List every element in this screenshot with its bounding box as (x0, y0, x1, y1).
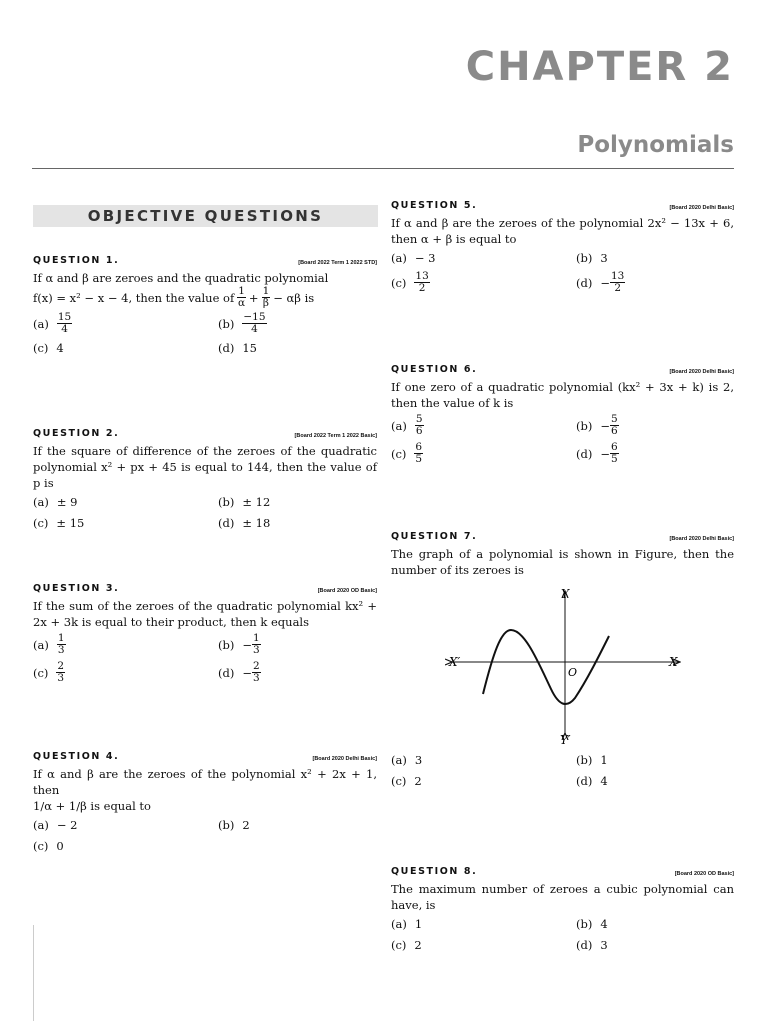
option-a[interactable]: (a) 3 (391, 753, 423, 767)
option-c[interactable]: (c) 0 (33, 839, 64, 853)
question-source: [Board 2020 Delhi Basic] (669, 369, 734, 375)
question-source: [Board 2020 Delhi Basic] (669, 536, 734, 542)
axis-label-x: X (669, 655, 678, 669)
question-label: QUESTION 7. (391, 531, 478, 542)
question-text: If α and β are the zeroes of the polynomial 2x² − 13x + 6, then α + β is equal to (391, 216, 734, 246)
answer-options (33, 817, 377, 854)
option-b[interactable]: (b) − $\frac{5}{6}$ (576, 413, 618, 437)
option-a[interactable]: (a) ± 9 (33, 495, 78, 509)
question-text: If the sum of the zeroes of the quadratic polynomial kx² + 2x + 3k is equal to their product, then k equals (33, 599, 377, 629)
origin-label: O (568, 666, 578, 679)
chapter-heading: CHAPTER 2 (465, 44, 734, 90)
option-a[interactable]: (a) − 3 (391, 251, 436, 265)
question-text: If α and β are zeroes and the quadratic polynomial f(x) = x² − x − 4, then the value of $\frac{1}{\alpha}$ + $\frac{1}{\beta}$ − αβ is (33, 271, 329, 309)
margin-line (33, 925, 34, 1021)
option-d[interactable]: (d) − $\frac{13}{2}$ (576, 270, 625, 294)
option-a[interactable]: (a) $\frac{15}{4}$ (33, 311, 72, 335)
polynomial-curve (483, 630, 609, 704)
question-source: [Board 2020 OD Basic] (317, 588, 377, 594)
option-d[interactable]: (d) − $\frac{6}{5}$ (576, 441, 618, 465)
answer-options (33, 312, 377, 356)
question-5 (391, 198, 734, 294)
option-c[interactable]: (c) $\frac{6}{5}$ (391, 441, 423, 465)
answer-options (391, 414, 734, 465)
option-c[interactable]: (c) 2 (391, 774, 422, 788)
chapter-title: Polynomials (577, 132, 734, 158)
question-text: If one zero of a quadratic polynomial (kx² + 3x + k) is 2, then the value of k is (391, 380, 734, 410)
question-source: [Board 2022 Term 1 2022 STD] (298, 260, 377, 266)
question-label: QUESTION 5. (391, 200, 478, 211)
question-text: The maximum number of zeroes a cubic polynomial can have, is (391, 882, 734, 912)
question-text: The graph of a polynomial is shown in Figure, then the number of its zeroes is (391, 547, 734, 577)
option-a[interactable]: (a) $\frac{5}{6}$ (391, 413, 423, 437)
option-b[interactable]: (b) 1 (576, 753, 608, 767)
answer-options (391, 752, 734, 789)
question-source: [Board 2022 Term 1 2022 Basic] (294, 433, 377, 439)
question-4 (33, 749, 377, 854)
option-a[interactable]: (a) 1 (391, 917, 423, 931)
header-divider (32, 168, 734, 169)
option-b[interactable]: (b) ± 12 (218, 495, 271, 509)
option-c[interactable]: (c) 4 (33, 341, 64, 355)
question-text: If α and β are the zeroes of the polynomial x² + 2x + 1, then 1/α + 1/β is equal to (33, 767, 377, 813)
question-7 (391, 529, 734, 789)
question-6 (391, 362, 734, 465)
option-d[interactable]: (d) ± 18 (218, 516, 271, 530)
option-c[interactable]: (c) ± 15 (33, 516, 85, 530)
question-3 (33, 581, 377, 684)
option-c[interactable]: (c) $\frac{2}{3}$ (33, 660, 65, 684)
polynomial-graph (441, 584, 691, 746)
option-d[interactable]: (d) 3 (576, 938, 608, 952)
question-label: QUESTION 8. (391, 866, 478, 877)
option-b[interactable]: (b) 3 (576, 251, 608, 265)
axis-label-x-neg: X′ (449, 655, 461, 669)
question-text: If the square of difference of the zeroes of the quadratic polynomial x² + px + 45 is equal to 144, then the value of p is (33, 444, 377, 490)
answer-options (33, 633, 377, 684)
option-b[interactable]: (b) − $\frac{1}{3}$ (218, 632, 260, 656)
option-d[interactable]: (d) 4 (576, 774, 608, 788)
question-label: QUESTION 6. (391, 364, 478, 375)
option-a[interactable]: (a) − 2 (33, 818, 78, 832)
question-label: QUESTION 1. (33, 255, 120, 266)
option-c[interactable]: (c) $\frac{13}{2}$ (391, 270, 429, 294)
option-a[interactable]: (a) $\frac{1}{3}$ (33, 632, 65, 656)
answer-options (391, 250, 734, 294)
question-label: QUESTION 3. (33, 583, 120, 594)
question-label: QUESTION 4. (33, 751, 120, 762)
axis-label-y: Y (561, 587, 569, 601)
answer-options (33, 494, 377, 531)
axis-label-y-neg: Y′ (560, 733, 571, 746)
question-label: QUESTION 2. (33, 428, 120, 439)
question-source: [Board 2020 OD Basic] (674, 871, 734, 877)
question-1 (33, 253, 377, 356)
section-banner: OBJECTIVE QUESTIONS (33, 205, 378, 227)
option-d[interactable]: (d) − $\frac{2}{3}$ (218, 660, 260, 684)
option-b[interactable]: (b) $\frac{-15}{4}$ (218, 311, 266, 335)
question-source: [Board 2020 Delhi Basic] (312, 756, 377, 762)
option-d[interactable]: (d) 15 (218, 341, 257, 355)
question-8 (391, 864, 734, 953)
answer-options (391, 916, 734, 953)
option-b[interactable]: (b) 4 (576, 917, 608, 931)
question-source: [Board 2020 Delhi Basic] (669, 205, 734, 211)
question-2 (33, 426, 377, 531)
option-c[interactable]: (c) 2 (391, 938, 422, 952)
option-b[interactable]: (b) 2 (218, 818, 250, 832)
